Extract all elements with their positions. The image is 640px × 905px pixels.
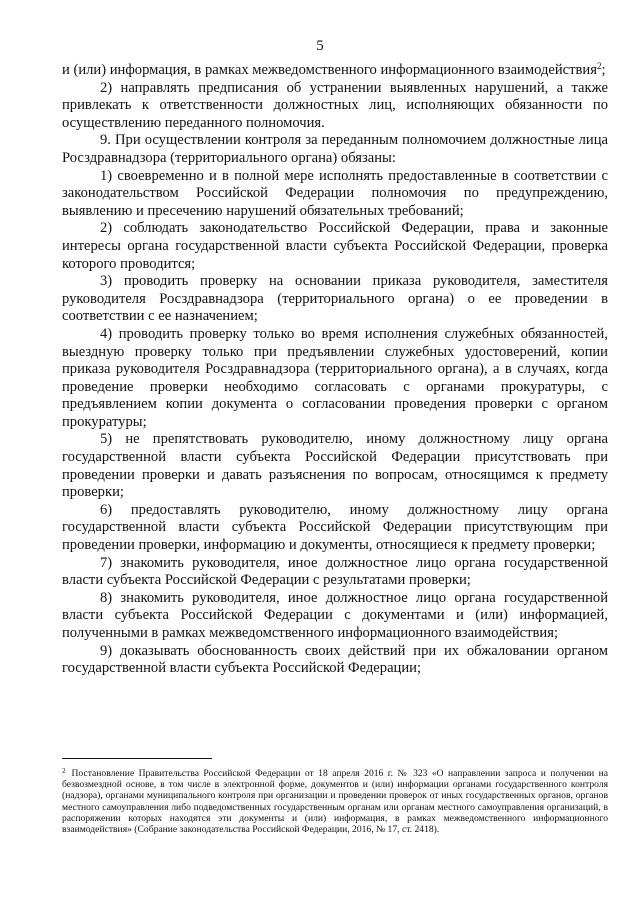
paragraph: 7) знакомить руководителя, иное должностное лицо органа государственной власти субъекта Российской Федерации с результатами проверки; — [62, 554, 608, 589]
paragraph: 9) доказывать обоснованность своих действий при их обжаловании органом государственной власти субъекта Российской Федерации; — [62, 642, 608, 677]
paragraph: 1) своевременно и в полной мере исполнять предоставленные в соответствии с законодательством Российской Федерации полномочия по предупреждению, выявлению и пресечению нарушений обязательных требований; — [62, 167, 608, 219]
document-body — [62, 62, 608, 678]
paragraph: 9. При осуществлении контроля за переданным полномочием должностные лица Росздравнадзора (территориального органа) обязаны: — [62, 132, 608, 166]
footnote-text: Постановление Правительства Российской Федерации от 18 апреля 2016 г. № 323 «О направлении запроса и получении на безвозмездной основе, в том числе в электронной форме, документов и (или) информации органами государственного контроля (надзора), органами муниципального контроля при организации и проведении проверок от иных государственных органов, органов местного самоуправления либо подведомственных государственным органам или органам местного самоуправления организаций, в распоряжении которых находятся эти документы и (или) информация, в рамках межведомственного информационного взаимодействия» (Собрание законодательства Российской Федерации, 2016, № 17, ст. 2418). — [62, 768, 608, 836]
page-number: 5 — [316, 38, 324, 54]
paragraph: 2) направлять предписания об устранении выявленных нарушений, а также привлекать к ответственности должностных лиц, исполняющих обязанности по осуществлению переданного полномочия. — [62, 79, 608, 131]
paragraph: 8) знакомить руководителя, иное должностное лицо органа государственной власти субъекта Российской Федерации с документами и (или) информацией, полученными в рамках межведомственного информационного взаимодействия; — [62, 589, 608, 641]
footnote-separator — [62, 758, 212, 759]
paragraph-continuation — [62, 62, 608, 80]
paragraph: 4) проводить проверку только во время исполнения служебных обязанностей, выездную проверку только при предъявлении служебных удостоверений, копии приказа руководителя Росздравнадзора (территориального органа), а в случаях, когда проведение проверки необходимо согласовать с органами прокуратуры, с предъявлением копии документа о согласовании проведения проверки с органом прокуратуры; — [62, 325, 608, 430]
paragraph: 3) проводить проверку на основании приказа руководителя, заместителя руководителя Росздравнадзора (территориального органа) о ее проведении в соответствии с ее назначением; — [62, 273, 608, 325]
paragraph-text: и (или) информация, в рамках межведомственного информационного взаимодействия — [62, 62, 597, 78]
footnote-marker: 2 — [62, 767, 66, 775]
paragraph: 2) соблюдать законодательство Российской Федерации, права и законные интересы органа государственной власти субъекта Российской Федерации, проверка которого проводится; — [62, 220, 608, 272]
paragraph: 6) предоставлять руководителю, иному должностному лицу органа государственной власти субъекта Российской Федерации присутствующим при проведении проверки, информацию и документы, относящиеся к предмету проверки; — [62, 501, 608, 554]
footnote — [62, 768, 608, 835]
paragraph-text-tail: ; — [601, 62, 606, 78]
paragraph: 5) не препятствовать руководителю, иному должностному лицу органа государственной власти субъекта Российской Федерации присутствовать при проведении проверки и давать разъяснения по вопросам, относящимся к предмету проверки; — [62, 431, 608, 501]
footnote-reference: 2 — [596, 61, 602, 71]
